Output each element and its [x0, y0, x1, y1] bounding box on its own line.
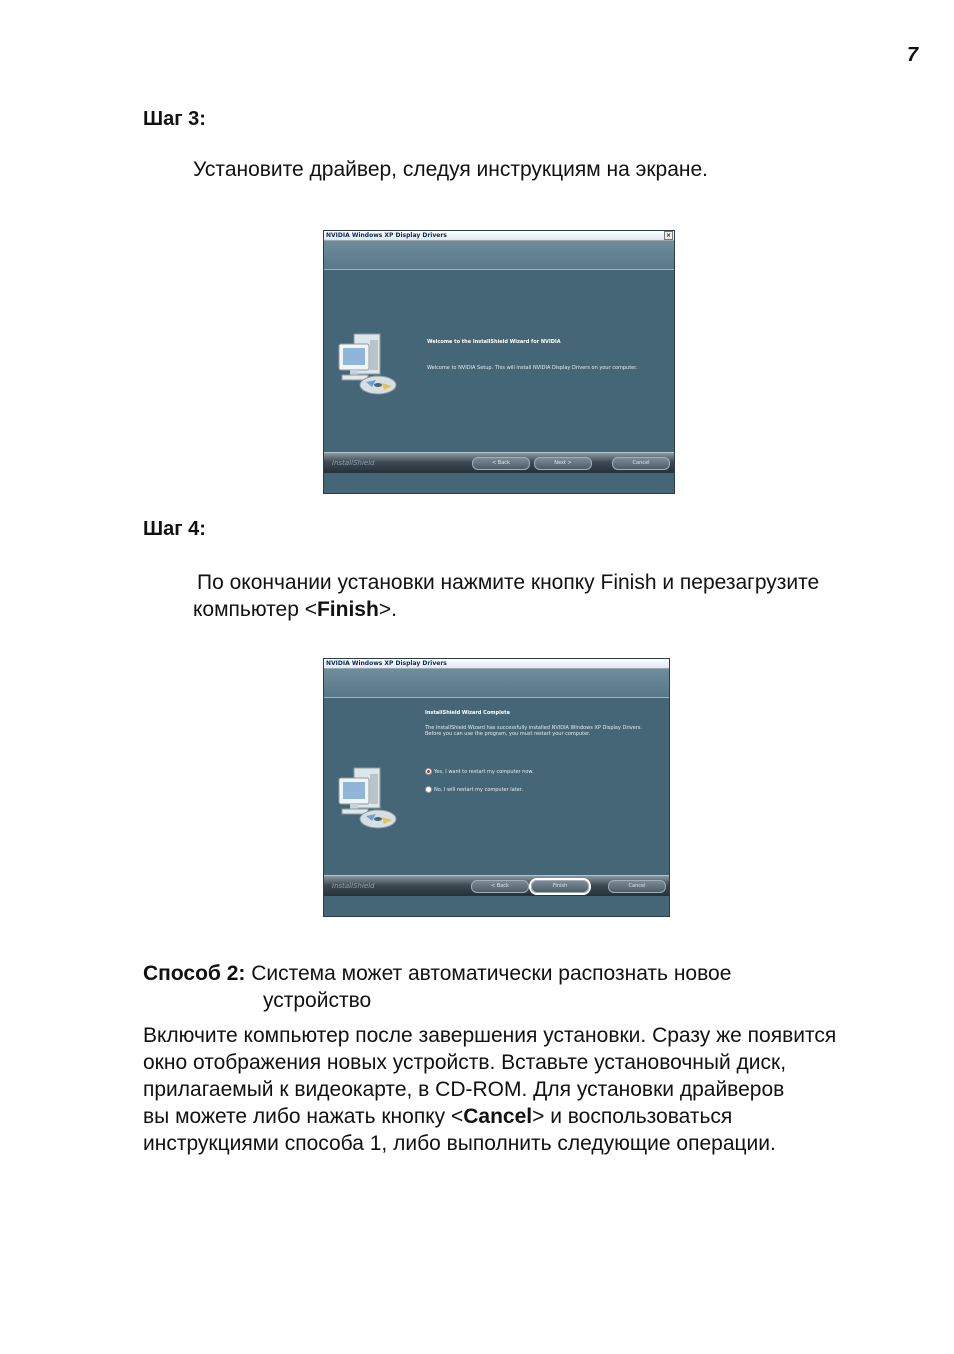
wizard1-titlebar — [324, 231, 674, 241]
step4-heading: Шаг 4: — [143, 518, 206, 540]
back-button[interactable]: < Back — [472, 457, 530, 470]
wizard2-body — [324, 698, 669, 896]
installshield-brand: InstallShield — [332, 459, 375, 467]
wizard2-title: InstallShield Wizard Complete — [425, 710, 510, 716]
wizard-complete-screenshot — [323, 658, 670, 917]
method2-para-line4-after: > и воспользоваться — [532, 1105, 733, 1128]
computer-setup-icon — [336, 764, 402, 834]
method2-para-line5: инструкциями способа 1, либо выполнить следующие операции. — [143, 1132, 776, 1155]
wizard2-description: The InstallShield Wizard has successfully installed NVIDIA Windows XP Display Drivers. Before you can use the program, you must restart your computer. — [425, 725, 643, 737]
wizard1-description: Welcome to NVIDIA Setup. This will install NVIDIA Display Drivers on your computer. — [427, 365, 638, 371]
radio-unselected-icon[interactable] — [425, 786, 432, 793]
installshield-brand: InstallShield — [332, 882, 375, 890]
method2-label: Способ 2: — [143, 962, 246, 985]
wizard2-header-band — [324, 669, 669, 698]
step4-line2 — [193, 596, 397, 623]
method2-para-line3: прилагаемый к видеокарте, в CD-ROM. Для установки драйверов — [143, 1078, 785, 1101]
step3-heading: Шаг 3: — [143, 108, 206, 130]
wizard1-body — [324, 270, 674, 473]
method2-para-line4 — [143, 1103, 732, 1130]
finish-button[interactable]: Finish — [531, 880, 589, 893]
computer-setup-icon — [336, 330, 402, 400]
step4-line2-after: >. — [378, 598, 397, 621]
method2-para-line1: Включите компьютер после завершения установки. Сразу же появится — [143, 1024, 837, 1047]
wizard2-window-title: NVIDIA Windows XP Display Drivers — [326, 660, 447, 667]
page-number: 7 — [907, 44, 919, 66]
back-button[interactable]: < Back — [471, 880, 529, 893]
restart-later-option[interactable] — [425, 786, 523, 793]
wizard2-footer — [324, 875, 669, 896]
radio-selected-icon[interactable] — [425, 768, 432, 775]
cancel-keyword: Cancel — [463, 1105, 533, 1128]
finish-keyword: Finish — [316, 598, 379, 621]
cancel-button[interactable]: Cancel — [608, 880, 666, 893]
method2-para-line4-before: вы можете либо нажать кнопку < — [143, 1105, 464, 1128]
restart-later-label: No, I will restart my computer later. — [434, 787, 523, 793]
restart-now-label: Yes, I want to restart my computer now. — [434, 769, 534, 775]
next-button[interactable]: Next > — [534, 457, 592, 470]
step3-text: Установите драйвер, следуя инструкциям на экране. — [193, 158, 709, 181]
method2-title-text: Система может автоматически распознать новое — [245, 962, 732, 985]
restart-now-option[interactable] — [425, 768, 534, 775]
wizard2-titlebar — [324, 659, 669, 669]
method2-title-line1 — [143, 960, 731, 987]
wizard1-window-title: NVIDIA Windows XP Display Drivers — [326, 232, 447, 239]
step4-line2-before: компьютер < — [193, 598, 317, 621]
wizard1-header-band — [324, 241, 674, 270]
method2-title-line2: устройство — [263, 989, 372, 1012]
close-icon[interactable]: × — [665, 232, 672, 239]
wizard-welcome-screenshot — [323, 230, 675, 494]
wizard1-title: Welcome to the InstallShield Wizard for NVIDIA — [427, 339, 561, 345]
wizard1-footer — [324, 452, 674, 473]
cancel-button[interactable]: Cancel — [612, 457, 670, 470]
step4-line1: По окончании установки нажмите кнопку Finish и перезагрузите — [197, 571, 820, 594]
method2-para-line2: окно отображения новых устройств. Вставьте установочный диск, — [143, 1051, 787, 1074]
